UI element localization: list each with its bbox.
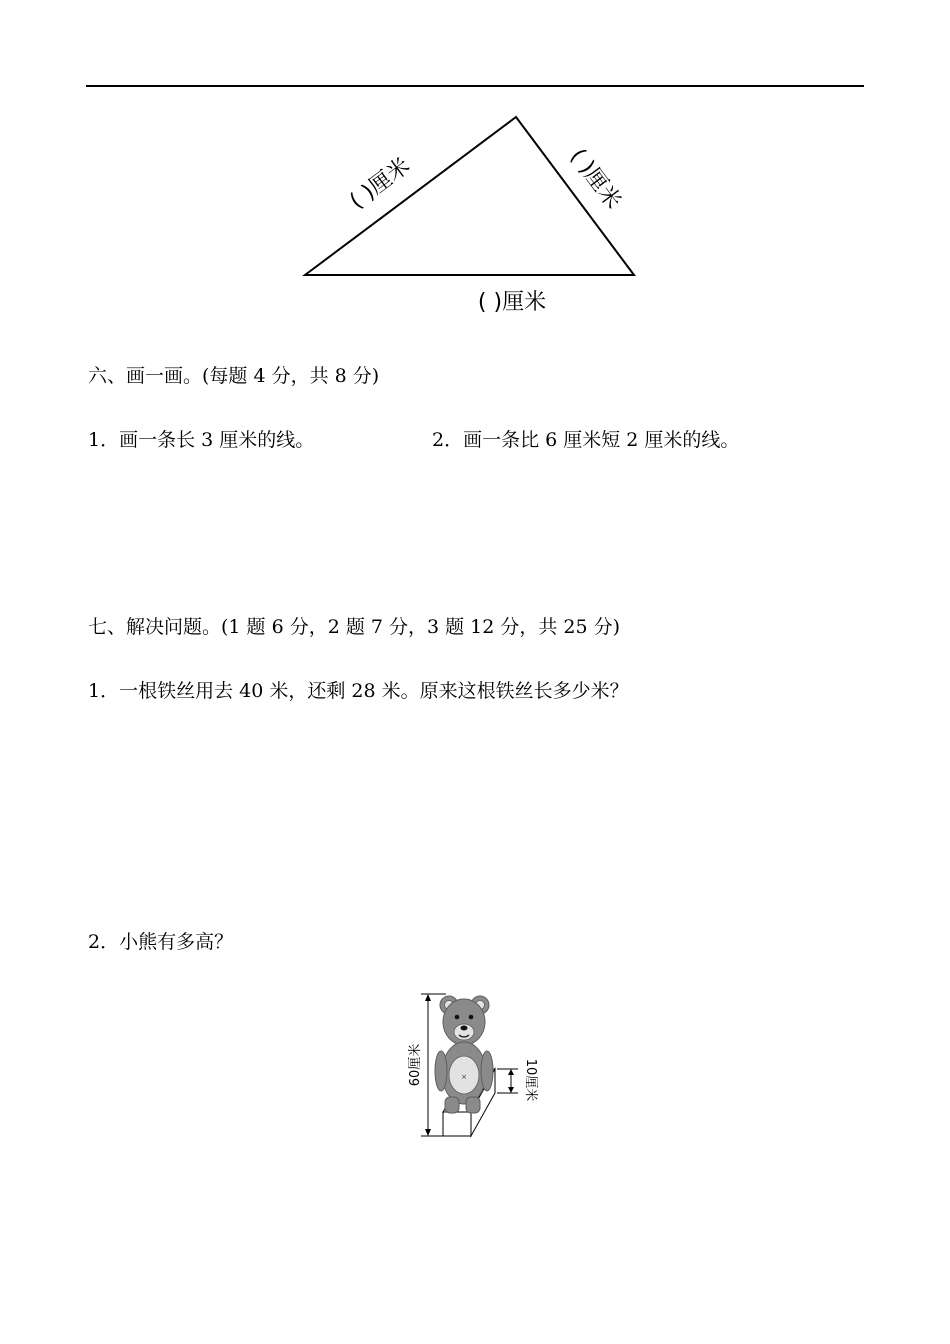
triangle-left-side-label: ( )厘米 — [345, 153, 415, 215]
triangle-figure — [0, 0, 950, 330]
bear-right-arm — [481, 1051, 493, 1091]
bear-belly-mark: × — [461, 1073, 467, 1081]
block-height-label: 10厘米 — [523, 1058, 538, 1102]
section6-question-2: 2．画一条比 6 厘米短 2 厘米的线。 — [432, 429, 740, 451]
bear-right-eye — [469, 1015, 474, 1020]
block-height-arrow-top — [508, 1069, 514, 1075]
bear-figure — [400, 985, 560, 1145]
triangle-right-side-label: ( )厘米 — [564, 144, 626, 214]
section7-question-1: 1．一根铁丝用去 40 米，还剩 28 米。原来这根铁丝长多少米？ — [88, 680, 629, 702]
section7-heading: 七、解决问题。(1 题 6 分，2 题 7 分，3 题 12 分，共 25 分) — [88, 616, 621, 638]
total-height-arrow-top — [425, 994, 431, 1001]
section6-question-1: 1．画一条长 3 厘米的线。 — [88, 429, 315, 451]
bear-right-leg — [466, 1097, 480, 1113]
section6-heading: 六、画一画。(每题 4 分，共 8 分) — [88, 365, 380, 387]
block-front-face — [443, 1112, 471, 1136]
total-height-arrow-bottom — [425, 1129, 431, 1136]
bear-left-leg — [445, 1097, 459, 1113]
total-height-label: 60厘米 — [408, 1043, 423, 1087]
block-height-arrow-bottom — [508, 1087, 514, 1093]
triangle-bottom-side-label: ( )厘米 — [477, 290, 547, 315]
bear-left-arm — [435, 1051, 447, 1091]
bear-nose — [461, 1026, 468, 1031]
section7-question-2: 2．小熊有多高？ — [88, 931, 234, 953]
bear-left-eye — [455, 1015, 460, 1020]
